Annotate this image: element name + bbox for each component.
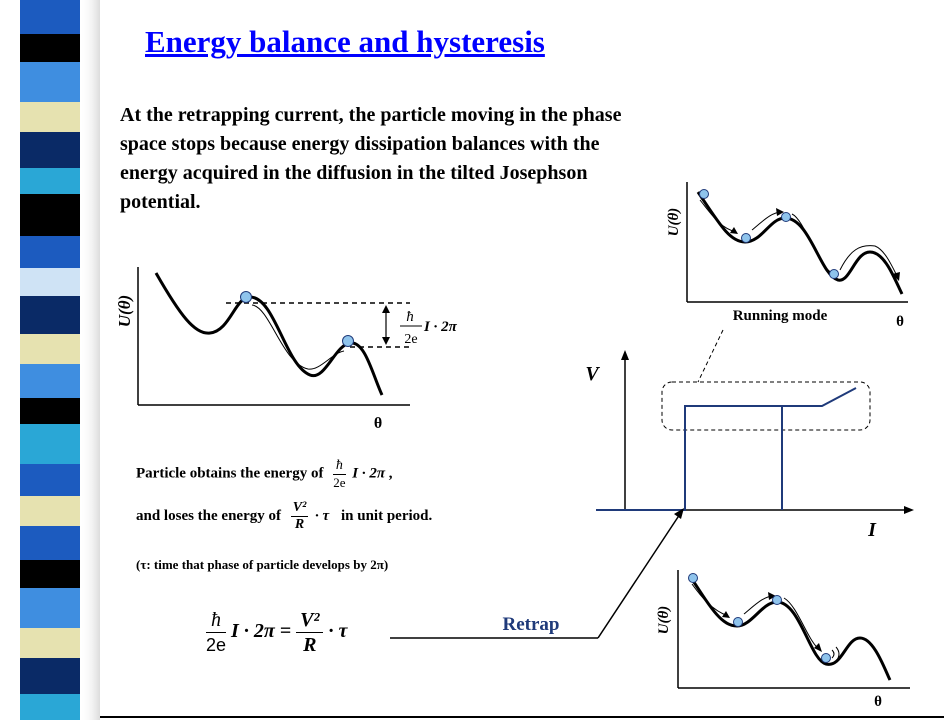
obtains-suffix: , [388, 465, 393, 482]
stripe-segment [20, 398, 80, 424]
equation-right-factor: · τ [328, 620, 348, 643]
obtains-factor: I · 2π [352, 465, 386, 482]
slide-title: Energy balance and hysteresis [145, 24, 545, 59]
bottom-x-label: θ [874, 694, 882, 710]
iv-x-label: I [868, 519, 876, 541]
obtains-denominator: 2e [333, 475, 346, 490]
stripe-segment [20, 560, 80, 588]
decorative-stripe-bar [0, 0, 100, 720]
stripe-segment [20, 34, 80, 62]
running-mode-diagram [666, 182, 908, 330]
tau-note: (τ: time that phase of particle develops by 2π) [136, 557, 389, 572]
equation-right-denominator: R [303, 634, 317, 656]
stripe-segment [20, 464, 80, 496]
equation-left-factor: I · 2π = [231, 620, 292, 643]
stripe-segment [20, 658, 80, 694]
running-mode-caption: Running mode [732, 308, 828, 324]
right-diagrams [380, 170, 944, 710]
stripe-segment [20, 628, 80, 658]
iv-x-arrowhead [904, 506, 914, 514]
obtains-prefix: Particle obtains the energy of [136, 465, 324, 482]
equation-right-numerator: V² [296, 608, 323, 633]
left-potential-curve [156, 273, 382, 395]
equation-left-denominator: 2e [206, 635, 227, 655]
stripe-segment [20, 236, 80, 268]
stripe-segment [20, 268, 80, 296]
stripe-segment [20, 194, 80, 236]
loses-factor: · τ [315, 507, 330, 524]
stripe-segment [20, 526, 80, 560]
stripe-segment [20, 496, 80, 526]
intro-paragraph: At the retrapping current, the particle moving in the phase space stops because energy dissipation balances with the energy acquired in the diffusion in the tilted Josephson potential. [120, 104, 622, 213]
top-particle-1 [700, 190, 709, 199]
vibration-icon [832, 647, 839, 661]
stripe-segment [20, 364, 80, 398]
bottom-particle-1 [689, 574, 698, 583]
top-particle-2 [742, 234, 751, 243]
stripe-segment [20, 62, 80, 102]
bottom-trajectory-3 [784, 598, 820, 650]
callout-line [698, 330, 723, 382]
loses-denominator: R [294, 517, 305, 532]
left-y-label: U(θ) [115, 294, 134, 328]
left-energy-factor: I · 2π [424, 319, 457, 335]
bottom-y-label: U(θ) [656, 605, 672, 635]
particle-lower [343, 336, 354, 347]
left-energy-denominator: 2e [404, 332, 418, 347]
loses-numerator: V² [292, 500, 307, 515]
left-x-label: θ [373, 415, 383, 432]
stripe-segment [20, 424, 80, 464]
iv-diagram [585, 350, 914, 541]
stripe-segment [20, 296, 80, 334]
top-potential-curve [698, 192, 902, 294]
loses-suffix: in unit period. [340, 507, 433, 524]
bottom-particle-2 [734, 618, 743, 627]
bottom-particle-3 [773, 596, 782, 605]
retrap-potential-diagram [656, 570, 910, 710]
stripe-segment [20, 132, 80, 168]
iv-y-label: V [585, 363, 599, 385]
top-x-label: θ [896, 314, 904, 330]
stripe-segment [20, 168, 80, 194]
bottom-potential-curve [690, 576, 890, 680]
stripe-segment [20, 334, 80, 364]
equation-left-numerator: ħ [206, 608, 226, 633]
obtains-numerator: ħ [333, 458, 345, 475]
stripe-segment [20, 694, 80, 720]
bottom-arrowhead-1 [722, 611, 730, 618]
iv-y-arrowhead [621, 350, 629, 360]
iv-retrap-branch [685, 406, 782, 510]
bottom-rule [100, 716, 944, 718]
obtains-line [136, 458, 393, 490]
top-y-label: U(θ) [666, 207, 682, 237]
left-energy-numerator: ħ [406, 309, 414, 325]
retrap-label: Retrap [502, 614, 560, 635]
particle-upper [241, 292, 252, 303]
top-particle-4 [830, 270, 839, 279]
stripe-segment [20, 102, 80, 132]
balance-equation [206, 608, 347, 657]
stripe-segment [20, 588, 80, 628]
bottom-particle-trapped [822, 654, 831, 663]
loses-prefix: and loses the energy of [136, 507, 281, 524]
top-particle-3 [782, 213, 791, 222]
stripe-segment [20, 0, 80, 34]
